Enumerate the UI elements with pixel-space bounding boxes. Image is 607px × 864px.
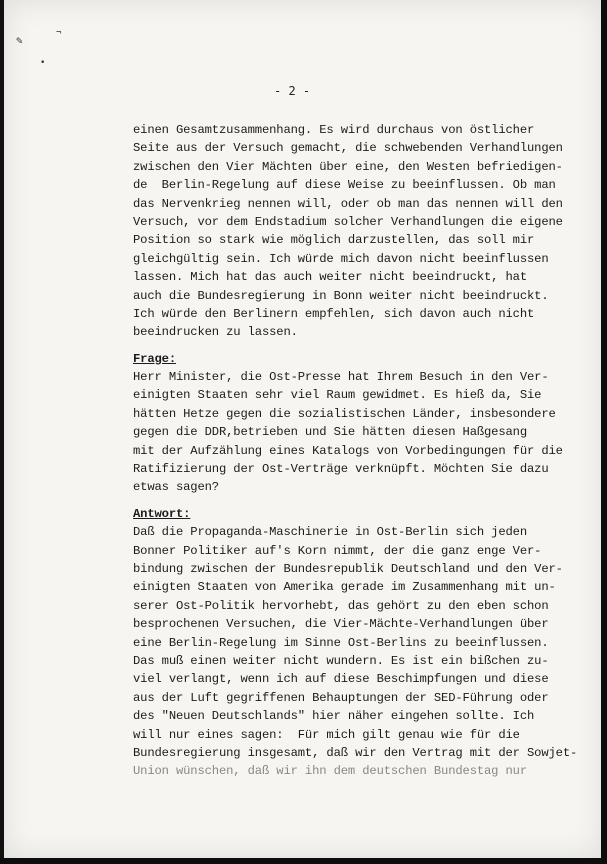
text-line: Versuch, vor dem Endstadium solcher Verhandlungen die eigene (133, 214, 563, 229)
heading-antwort: Antwort: (133, 506, 191, 521)
scan-edge (0, 858, 607, 864)
heading-frage: Frage: (133, 351, 176, 366)
text-line: beeindrucken zu lassen. (133, 325, 298, 340)
document-page (4, 0, 602, 858)
text-line: aus der Luft gegriffenen Behauptungen der SED-Führung oder (133, 690, 549, 705)
text-line: besprochenen Versuchen, die Vier-Mächte-Verhandlungen über (133, 617, 549, 632)
text-line: Position so stark wie möglich darzustellen, das soll mir (133, 233, 535, 248)
text-line: einen Gesamtzusammenhang. Es wird durchaus von östlicher (133, 123, 535, 137)
text-line: Ratifizierung der Ost-Verträge verknüpft. Möchten Sie dazu (133, 462, 549, 477)
paragraph-question (133, 368, 573, 497)
document-body (133, 121, 578, 781)
text-line: Bundesregierung insgesamt, daß wir den Vertrag mit der Sowjet- (133, 745, 578, 760)
text-line: Herr Minister, die Ost-Presse hat Ihrem Besuch in den Ver- (133, 370, 549, 385)
text-line: de Berlin-Regelung auf diese Weise zu beeinflussen. Ob man (133, 178, 556, 193)
text-line: hätten Hetze gegen die sozialistischen Länder, insbesondere (133, 406, 556, 421)
text-line: des "Neuen Deutschlands" hier näher eingehen sollte. Ich (133, 709, 535, 724)
text-line: etwas sagen? (133, 480, 219, 495)
text-line: das Nervenkrieg nennen will, oder ob man das nennen will den (133, 196, 563, 211)
margin-mark: • (40, 58, 46, 68)
text-line: auch die Bundesregierung in Bonn weiter nicht beeindruckt. (133, 288, 549, 303)
text-line: Ich würde den Berlinern empfehlen, sich davon auch nicht (133, 306, 535, 321)
text-line: will nur eines sagen: Für mich gilt genau wie für die (133, 727, 520, 742)
text-line: Daß die Propaganda-Maschinerie in Ost-Berlin sich jeden (133, 525, 528, 540)
text-line: einigten Staaten sehr viel Raum gewidmet. Es hieß da, Sie (133, 388, 542, 403)
text-line: serer Ost-Politik hervorhebt, das gehört zu den eben schon (133, 598, 549, 613)
text-line: Seite aus der Versuch gemacht, die schwebenden Verhandlungen (133, 141, 563, 156)
text-line: viel verlangt, wenn ich auf diese Beschimpfungen und diese (133, 672, 549, 687)
text-line: Bonner Politiker auf's Korn nimmt, der die ganz enge Ver- (133, 543, 542, 558)
text-line: einigten Staaten von Amerika gerade im Zusammenhang mit un- (133, 580, 556, 595)
text-line: Das muß einen weiter nicht wundern. Es ist ein bißchen zu- (133, 653, 549, 668)
text-line: eine Berlin-Regelung im Sinne Ost-Berlins zu beeinflussen. (133, 635, 549, 650)
text-line: lassen. Mich hat das auch weiter nicht beeindruckt, hat (133, 270, 528, 285)
text-line: Union wünschen, daß wir ihn dem deutschen Bundestag nur (133, 764, 528, 779)
text-line: gleichgültig sein. Ich würde mich davon nicht beeinflussen (133, 251, 549, 266)
text-line: mit der Aufzählung eines Katalogs von Vorbedingungen für die (133, 443, 563, 458)
text-line: bindung zwischen der Bundesrepublik Deutschland und den Ver- (133, 561, 563, 576)
scan-edge (601, 0, 607, 858)
margin-mark: ✎ (16, 34, 23, 47)
text-line: zwischen den Vier Mächten über eine, den Westen befriedigen- (133, 159, 563, 174)
page-number: - 2 - (274, 84, 311, 98)
text-line: gegen die DDR,betrieben und Sie hätten diesen Haßgesang (133, 425, 528, 440)
paragraph-intro (133, 121, 573, 342)
paragraph-answer (133, 523, 578, 780)
margin-mark: ¬ (56, 28, 62, 38)
